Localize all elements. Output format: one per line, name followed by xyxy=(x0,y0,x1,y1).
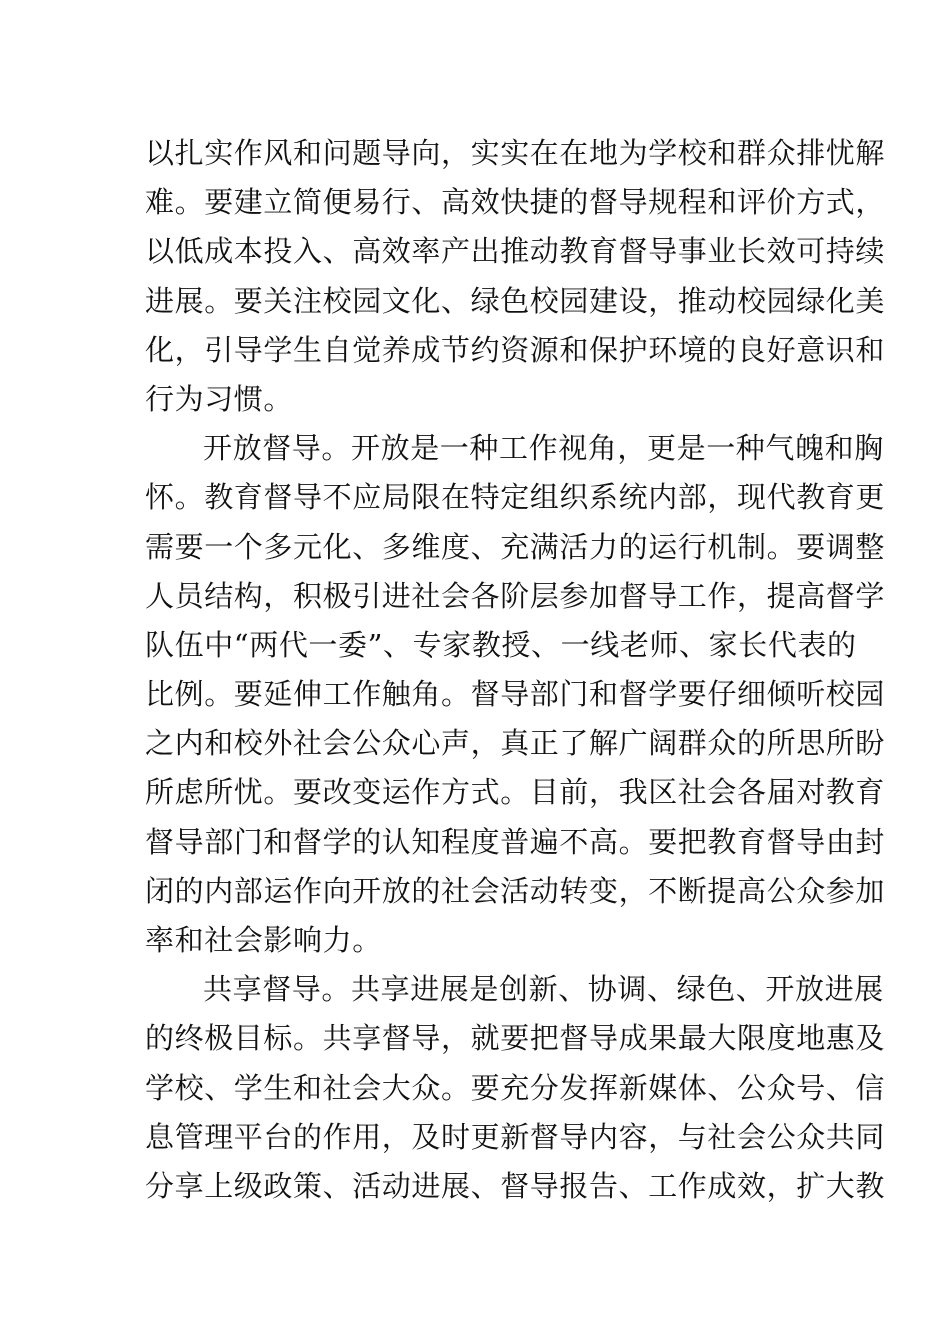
text-line: 化，引导学生自觉养成节约资源和保护环境的良好意识和 xyxy=(145,332,886,367)
document-body xyxy=(145,129,886,1211)
text-line: 学校、学生和社会大众。要充分发挥新媒体、公众号、信 xyxy=(145,1070,886,1105)
text-line: 共享督导。共享进展是创新、协调、绿色、开放进展 xyxy=(203,972,884,1007)
text-line: 队伍中“两代一委”、专家教授、一线老师、家长代表的 xyxy=(145,627,857,662)
text-line: 人员结构，积极引进社会各阶层参加督导工作，提高督学 xyxy=(145,578,886,613)
text-line: 之内和校外社会公众心声，真正了解广阔群众的所思所盼 xyxy=(145,726,886,761)
text-line: 闭的内部运作向开放的社会活动转变，不断提高公众参加 xyxy=(145,873,886,908)
text-line: 息管理平台的作用，及时更新督导内容，与社会公众共同 xyxy=(145,1119,886,1154)
text-line: 分享上级政策、活动进展、督导报告、工作成效，扩大教 xyxy=(145,1168,886,1203)
paragraph-2 xyxy=(145,424,886,965)
text-line: 进展。要关注校园文化、绿色校园建设，推动校园绿化美 xyxy=(145,283,886,318)
paragraph-3 xyxy=(145,965,886,1211)
text-line: 的终极目标。共享督导，就要把督导成果最大限度地惠及 xyxy=(145,1021,886,1056)
text-line: 督导部门和督学的认知程度普遍不高。要把教育督导由封 xyxy=(145,824,886,859)
text-line: 所虑所忧。要改变运作方式。目前，我区社会各届对教育 xyxy=(145,775,886,810)
text-line: 以扎实作风和问题导向，实实在在地为学校和群众排忧解 xyxy=(145,136,886,170)
text-line: 以低成本投入、高效率产出推动教育督导事业长效可持续 xyxy=(145,234,886,269)
text-line: 比例。要延伸工作触角。督导部门和督学要仔细倾听校园 xyxy=(145,677,886,712)
text-line: 难。要建立简便易行、高效快捷的督导规程和评价方式， xyxy=(145,185,886,220)
text-line: 需要一个多元化、多维度、充满活力的运行机制。要调整 xyxy=(145,529,886,564)
text-line: 行为习惯。 xyxy=(145,381,294,416)
text-line: 怀。教育督导不应局限在特定组织系统内部，现代教育更 xyxy=(145,480,886,515)
paragraph-1 xyxy=(145,129,886,424)
text-line: 开放督导。开放是一种工作视角，更是一种气魄和胸 xyxy=(203,431,884,466)
text-line: 率和社会影响力。 xyxy=(145,923,382,957)
